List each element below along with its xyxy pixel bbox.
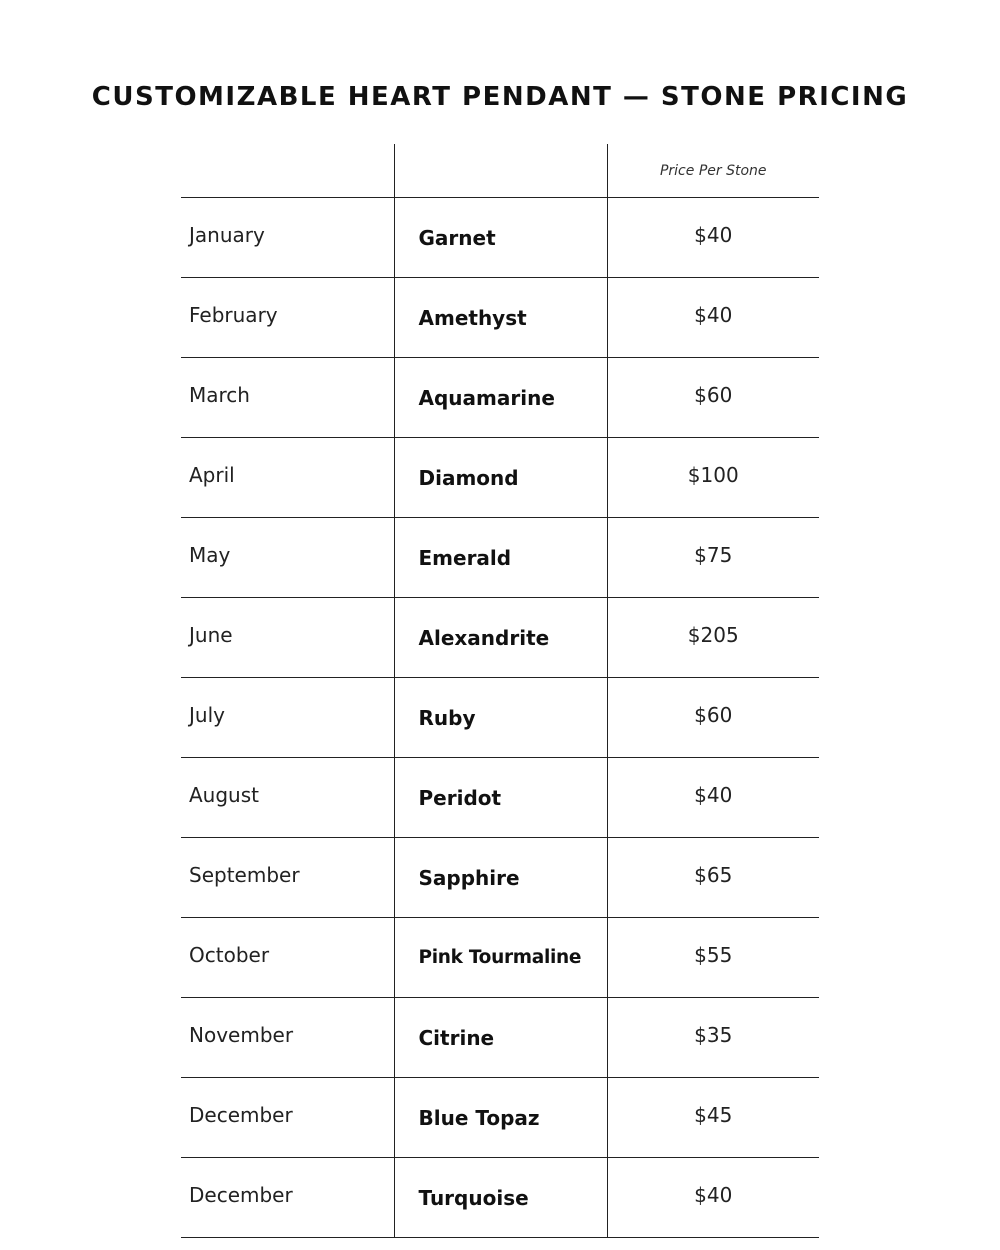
stone-cell: Pink Tourmaline [394, 918, 607, 998]
month-cell: August [189, 782, 259, 807]
stone-cell: Amethyst [394, 278, 607, 358]
stone-pricing-table [181, 144, 819, 1238]
stone-cell: Aquamarine [394, 358, 607, 438]
table-row [181, 838, 819, 918]
column-header-stone [394, 144, 607, 198]
table-row [181, 278, 819, 358]
stone-cell: Garnet [394, 198, 607, 278]
month-cell: March [189, 382, 250, 407]
price-cell: $40 [607, 1158, 819, 1238]
price-cell: $40 [607, 278, 819, 358]
stone-cell: Blue Topaz [394, 1078, 607, 1158]
stone-cell: Emerald [394, 518, 607, 598]
price-cell: $60 [607, 678, 819, 758]
table-row [181, 678, 819, 758]
month-cell: May [189, 542, 231, 567]
page-title: CUSTOMIZABLE HEART PENDANT — STONE PRICING [91, 82, 909, 112]
month-cell: December [189, 1102, 293, 1127]
table-header-row [181, 144, 819, 198]
month-cell: January [189, 222, 265, 247]
month-cell: September [189, 862, 300, 887]
month-cell: February [189, 302, 278, 327]
month-cell: November [189, 1022, 294, 1047]
month-cell: April [189, 462, 235, 487]
stone-cell: Peridot [394, 758, 607, 838]
month-cell: December [189, 1182, 293, 1207]
price-cell: $40 [607, 758, 819, 838]
month-cell: June [189, 622, 233, 647]
table-row [181, 998, 819, 1078]
price-cell: $60 [607, 358, 819, 438]
stone-cell: Ruby [394, 678, 607, 758]
stone-cell: Alexandrite [394, 598, 607, 678]
stone-cell: Citrine [394, 998, 607, 1078]
stone-cell: Sapphire [394, 838, 607, 918]
stone-cell: Turquoise [394, 1158, 607, 1238]
price-cell: $45 [607, 1078, 819, 1158]
price-cell: $205 [607, 598, 819, 678]
price-cell: $55 [607, 918, 819, 998]
price-cell: $65 [607, 838, 819, 918]
price-cell: $75 [607, 518, 819, 598]
month-cell: October [189, 942, 270, 967]
table-row [181, 1078, 819, 1158]
table-row [181, 918, 819, 998]
table-row [181, 438, 819, 518]
table-row [181, 518, 819, 598]
month-cell: July [189, 702, 225, 727]
price-cell: $40 [607, 198, 819, 278]
table-row [181, 758, 819, 838]
table-row [181, 198, 819, 278]
stone-cell: Diamond [394, 438, 607, 518]
column-header-price-per-stone: Price Per Stone [607, 144, 819, 198]
price-cell: $100 [607, 438, 819, 518]
price-cell: $35 [607, 998, 819, 1078]
table-row [181, 598, 819, 678]
table-row [181, 1158, 819, 1238]
table-row [181, 358, 819, 438]
column-header-month [181, 144, 394, 198]
